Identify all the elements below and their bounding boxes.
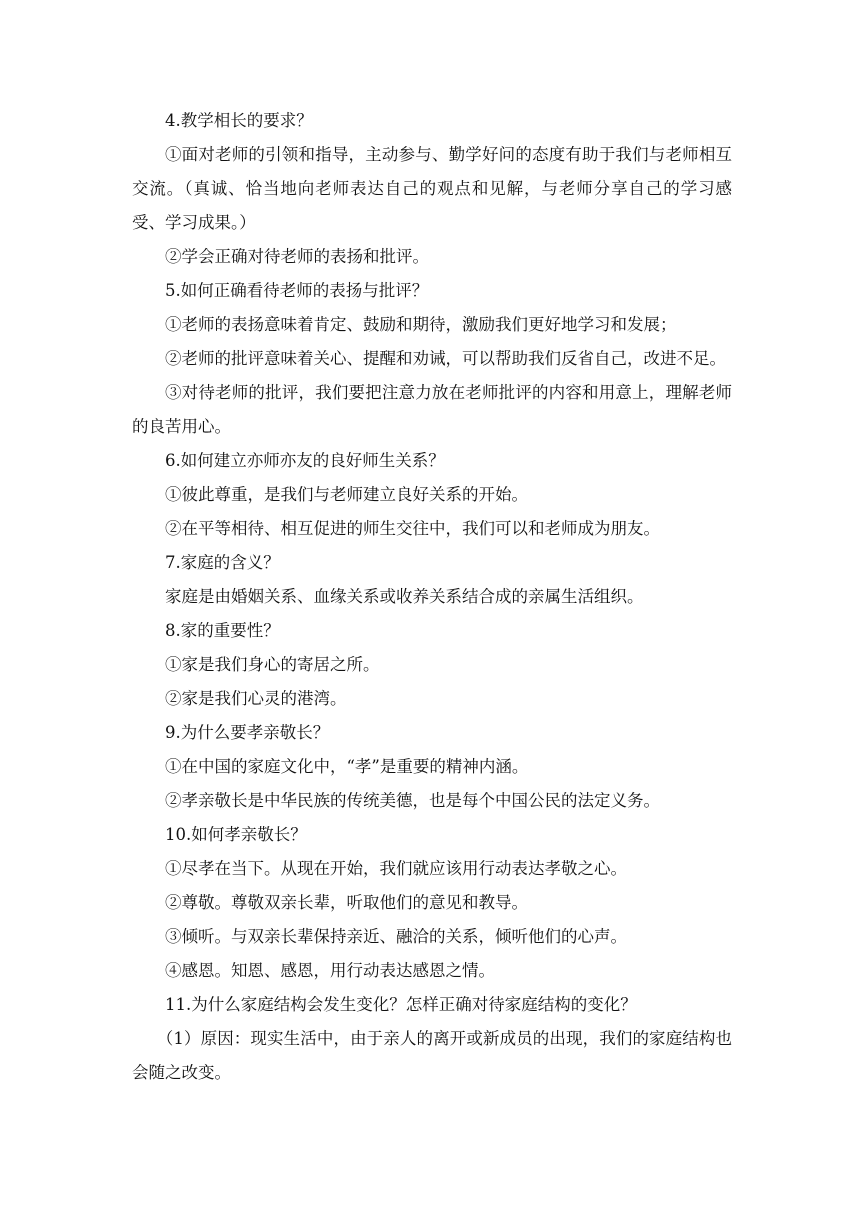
question-heading: 4.教学相长的要求？ [165,111,313,130]
answer-paragraph: ①尽孝在当下。从现在开始，我们就应该用行动表达孝敬之心。 [165,859,627,878]
answer-paragraph: ②学会正确对待老师的表扬和批评。 [165,247,429,266]
answer-paragraph: ③倾听。与双亲长辈保持亲近、融洽的关系，倾听他们的心声。 [165,927,627,946]
answer-paragraph: ①老师的表扬意味着肯定、鼓励和期待，激励我们更好地学习和发展； [165,315,677,334]
answer-paragraph: ③对待老师的批评，我们要把注意力放在老师批评的内容和用意上，理解老师的良苦用心。 [132,383,732,436]
answer-paragraph: ①在中国的家庭文化中，“孝”是重要的精神内涵。 [165,757,529,776]
question-heading: 10.如何孝亲敬长？ [165,825,307,844]
question-heading: 7.家庭的含义？ [165,553,280,572]
document-body [132,104,732,1090]
answer-paragraph: ②老师的批评意味着关心、提醒和劝诫，可以帮助我们反省自己，改进不足。 [165,349,726,368]
answer-paragraph: （1）原因：现实生活中，由于亲人的离开或新成员的出现，我们的家庭结构也会随之改变。 [132,1029,732,1082]
answer-paragraph: ②尊敬。尊敬双亲长辈，听取他们的意见和教导。 [165,893,528,912]
answer-paragraph: ①彼此尊重，是我们与老师建立良好关系的开始。 [165,485,528,504]
question-heading: 5.如何正确看待老师的表扬与批评？ [165,281,429,300]
answer-paragraph: ④感恩。知恩、感恩，用行动表达感恩之情。 [165,961,495,980]
question-heading: 11.为什么家庭结构会发生变化？怎样正确对待家庭结构的变化？ [165,995,637,1014]
answer-paragraph: ②在平等相待、相互促进的师生交往中，我们可以和老师成为朋友。 [165,519,660,538]
answer-paragraph: ①面对老师的引领和指导，主动参与、勤学好问的态度有助于我们与老师相互交流。（真诚、恰当地向老师表达自己的观点和见解，与老师分享自己的学习感受、学习成果。） [132,145,732,232]
answer-paragraph: ②家是我们心灵的港湾。 [165,689,347,708]
answer-paragraph: ①家是我们身心的寄居之所。 [165,655,380,674]
answer-paragraph: ②孝亲敬长是中华民族的传统美德，也是每个中国公民的法定义务。 [165,791,660,810]
question-heading: 6.如何建立亦师亦友的良好师生关系？ [165,451,445,470]
question-heading: 9.为什么要孝亲敬长？ [165,723,330,742]
answer-paragraph: 家庭是由婚姻关系、血缘关系或收养关系结合成的亲属生活组织。 [165,587,644,606]
question-heading: 8.家的重要性？ [165,621,280,640]
